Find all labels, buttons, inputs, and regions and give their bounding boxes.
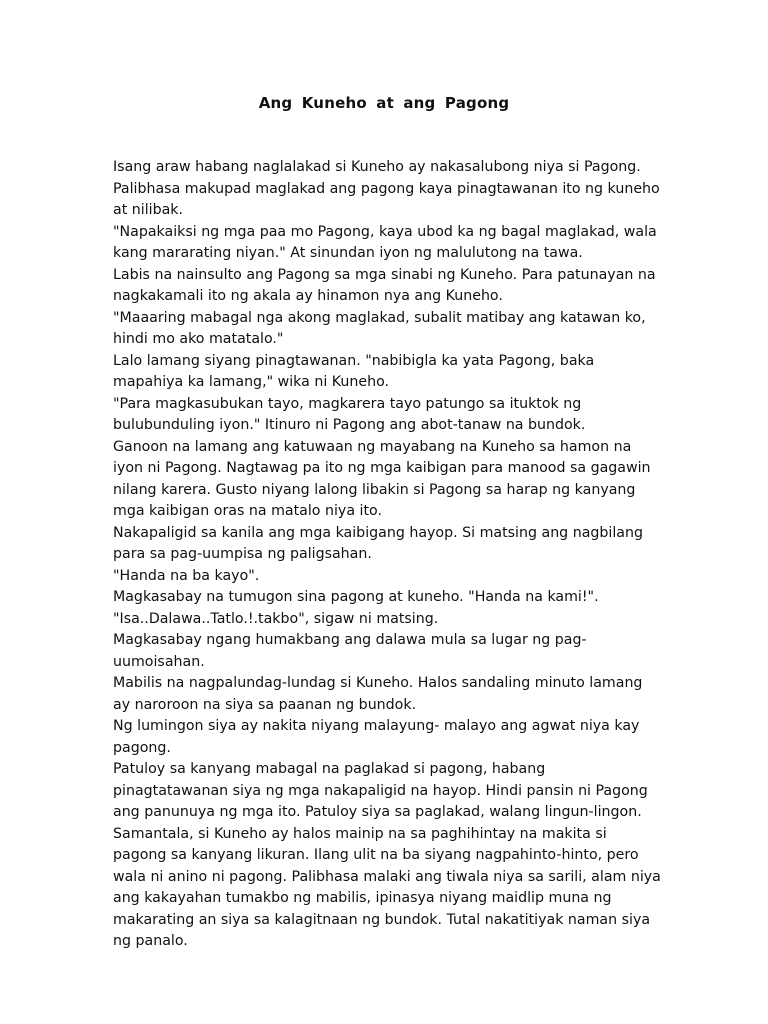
paragraph-1: Isang araw habang naglalakad si Kuneho ay nakasalubong niya si Pagong. Palibhasa makupad maglakad ang pagong kaya pinagtawanan ito ng kuneho at nilibak. — [113, 159, 660, 218]
paragraph-5: Lalo lamang siyang pinagtawanan. "nabibigla ka yata Pagong, baka mapahiya ka lamang," wika ni Kuneho. — [113, 352, 595, 390]
paragraph-9: "Handa na ba kayo". — [113, 567, 260, 584]
paragraph-15: Patuloy sa kanyang mabagal na paglakad si pagong, habang pinagtatawanan siya ng mga nakapaligid na hayop. Hindi pansin ni Pagong ang panunuya ng mga ito. Patuloy siya sa paglakad, walang lingun-lingon. — [113, 761, 648, 820]
paragraph-16: Samantala, si Kuneho ay halos mainip na sa paghihintay na makita si pagong sa kanyang likuran. Ilang ulit na ba siyang nagpahinto-hinto, pero wala ni anino ni pagong. Palibhasa malaki ang tiwala niya sa sarili, alam niya ang kakayahan tumakbo ng mabilis, ipinasya niyang maidlip muna ng makarating an siya sa kalagitnaan ng bundok. Tutal nakatitiyak naman siya ng panalo. — [113, 825, 661, 949]
paragraph-3: Labis na nainsulto ang Pagong sa mga sinabi ng Kuneho. Para patunayan na nagkakamali ito ng akala ay hinamon nya ang Kuneho. — [113, 266, 656, 304]
paragraph-11: "Isa..Dalawa..Tatlo.!.takbo", sigaw ni matsing. — [113, 610, 439, 627]
paragraph-10: Magkasabay na tumugon sina pagong at kuneho. "Handa na kami!". — [113, 589, 599, 605]
paragraph-12: Magkasabay ngang humakbang ang dalawa mula sa lugar ng pag-uumoisahan. — [113, 632, 587, 670]
paragraph-4: "Maaaring mabagal nga akong maglakad, subalit matibay ang katawan ko, hindi mo ako matatalo." — [113, 309, 646, 347]
paragraph-14: Ng lumingon siya ay nakita niyang malayung- malayo ang agwat niya kay pagong. — [113, 718, 640, 756]
document-title: Ang Kuneho at ang Pagong — [258, 94, 510, 112]
story-body — [113, 157, 663, 953]
paragraph-8: Nakapaligid sa kanila ang mga kaibigang hayop. Si matsing ang nagbilang para sa pag-uumpisa ng paligsahan. — [113, 524, 643, 562]
paragraph-6: "Para magkasubukan tayo, magkarera tayo patungo sa ituktok ng bulubunduling iyon." Itinuro ni Pagong ang abot-tanaw na bundok. — [113, 395, 586, 433]
paragraph-2: "Napakaiksi ng mga paa mo Pagong, kaya ubod ka ng bagal maglakad, wala kang mararating niyan." At sinundan iyon ng malulutong na tawa. — [113, 223, 657, 261]
paragraph-7: Ganoon na lamang ang katuwaan ng mayabang na Kuneho sa hamon na iyon ni Pagong. Nagtawag pa ito ng mga kaibigan para manood sa gagawin nilang karera. Gusto niyang lalong libakin si Pagong sa harap ng kanyang mga kaibigan oras na matalo niya ito. — [113, 438, 651, 519]
paragraph-13: Mabilis na nagpalundag-lundag si Kuneho. Halos sandaling minuto lamang ay naroroon na siya sa paanan ng bundok. — [113, 675, 643, 713]
